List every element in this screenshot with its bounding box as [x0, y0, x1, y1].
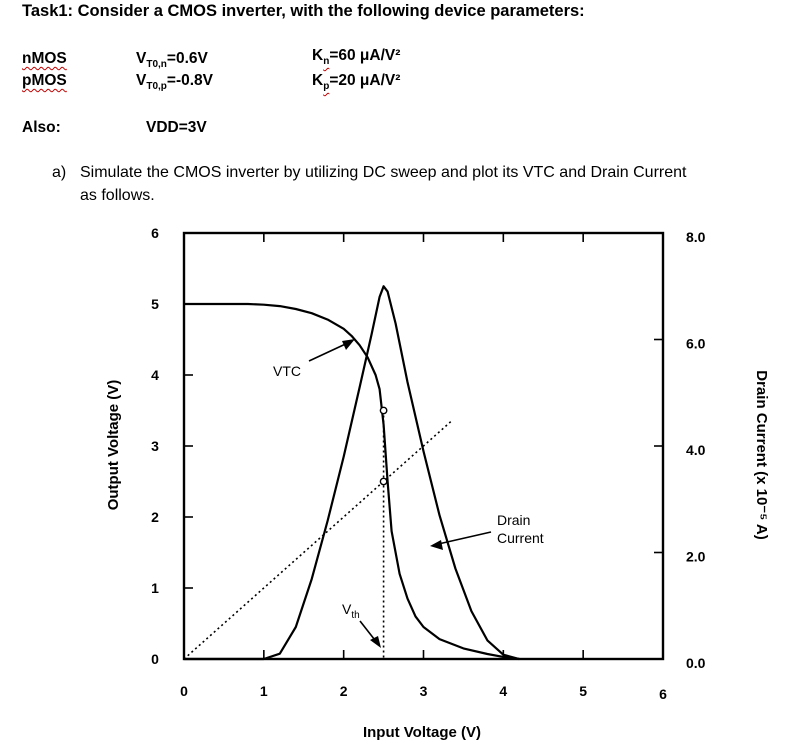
drain-current-annotation-line1: Drain	[497, 512, 531, 528]
y-tick-label: 0	[151, 651, 159, 667]
part-a-line2: as follows.	[80, 187, 155, 204]
y-tick-label: 6	[151, 225, 159, 241]
drain-current-annotation-line2: Current	[497, 530, 544, 546]
part-a-marker: a)	[52, 164, 67, 181]
x-tick-label: 1	[259, 683, 268, 699]
nmos-label: nMOS	[22, 50, 67, 67]
marker-point	[380, 478, 386, 484]
x-tick-label: 0	[180, 683, 188, 699]
x-tick-label: 4	[499, 683, 508, 699]
y2-tick-label: 8.0	[686, 229, 706, 245]
drain-current-arrow	[434, 532, 491, 545]
also-label: Also:	[22, 119, 61, 136]
y-tick-label: 5	[151, 296, 159, 312]
y-axis-label: Output Voltage (V)	[105, 379, 122, 511]
series-vin-vout	[184, 421, 451, 659]
y2-tick-label: 4.0	[686, 442, 706, 458]
pmos-label: pMOS	[22, 72, 67, 89]
vth-annotation: $V_{th}$	[342, 601, 360, 621]
y2-axis-label: Drain Current (x 10⁻⁵ A)	[753, 370, 770, 540]
vtc-annotation: VTC	[273, 363, 301, 379]
y-tick-label: 4	[151, 367, 159, 383]
nmos-threshold: $V_{T0,n}=0.6V$	[136, 50, 208, 71]
task-heading: Task1: Consider a CMOS inverter, with the following device parameters:	[22, 2, 585, 20]
y-tick-labels	[151, 225, 159, 667]
y-tick-label: 3	[151, 438, 159, 454]
part-a-line1: Simulate the CMOS inverter by utilizing DC sweep and plot its VTC and Drain Current	[80, 164, 687, 181]
x-tick-label: 6	[659, 686, 667, 702]
pmos-transconductance: $K_p=20$ μA/V²	[312, 72, 401, 93]
x-tick-label: 3	[419, 683, 428, 699]
drain-current-arrow-head	[430, 540, 443, 550]
y2-tick-label: 0.0	[686, 655, 706, 671]
x-axis-label: Input Voltage (V)	[362, 724, 482, 740]
y-tick-label: 2	[151, 509, 159, 525]
y-tick-label: 1	[151, 580, 159, 596]
x-tick-label: 2	[339, 683, 348, 699]
y2-tick-label: 2.0	[686, 548, 706, 565]
marker-point	[380, 407, 386, 413]
vtc-arrow-head	[342, 339, 355, 350]
y2-tick-label: 6.0	[686, 335, 706, 352]
x-tick-label: 5	[579, 683, 588, 699]
y2-tick-labels	[686, 229, 706, 671]
x-tick-labels	[180, 683, 667, 702]
vdd-value: VDD=3V	[146, 119, 207, 136]
nmos-transconductance: $K_n=60$ μA/V²	[312, 47, 401, 68]
vth-arrow-head	[370, 636, 381, 648]
pmos-threshold: $V_{T0,p}=-0.8V$	[136, 72, 214, 93]
